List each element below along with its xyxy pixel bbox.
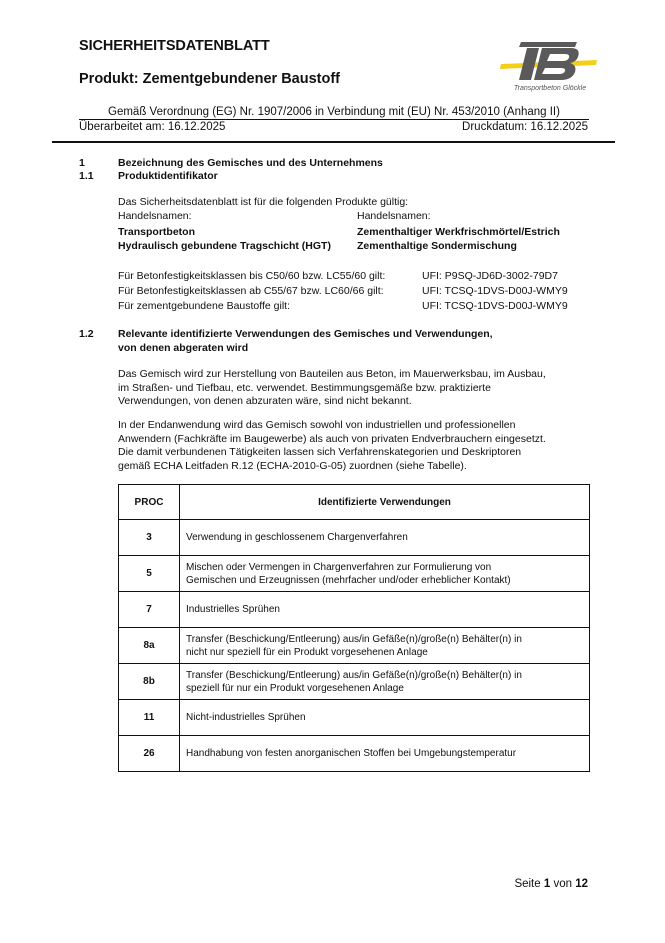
column-header-proc: PROC <box>119 485 180 520</box>
document-type-title: SICHERHEITSDATENBLATT <box>79 38 270 54</box>
text-line: Verwendung in geschlossenem Chargenverfahren <box>186 532 408 543</box>
text-line: gemäß ECHA Leitfaden R.12 (ECHA-2010-G-05) zuordnen (siehe Tabelle). <box>118 459 467 472</box>
text-line: Das Gemisch wird zur Herstellung von Bauteilen aus Beton, im Mauerwerksbau, im Ausbau, <box>118 368 546 380</box>
section-1-2-title-line1: Relevante identifizierte Verwendungen des Gemisches und Verwendungen, <box>118 328 493 340</box>
ufi-label: Für Betonfestigkeitsklassen bis C50/60 bzw. LC55/60 gilt: <box>118 270 386 282</box>
proc-code: 26 <box>119 736 180 772</box>
tb-logo-icon <box>497 38 603 84</box>
table-row <box>119 700 590 736</box>
proc-code: 8b <box>119 664 180 700</box>
text-line: Verwendungen, von denen abzuraten wäre, sind nicht bekannt. <box>118 395 412 407</box>
table-row <box>119 664 590 700</box>
section-1-title: Bezeichnung des Gemisches und des Unternehmens <box>118 157 383 169</box>
table-row <box>119 736 590 772</box>
text-line: Nicht-industrielles Sprühen <box>186 712 306 723</box>
text-line: Transfer (Beschickung/Entleerung) aus/in Gefäße(n)/große(n) Behälter(n) in <box>186 633 522 645</box>
trade-names-label-left: Handelsnamen: <box>118 210 192 222</box>
text-line: In der Endanwendung wird das Gemisch sowohl von industriellen und professionellen <box>118 419 516 431</box>
proc-description <box>180 556 590 592</box>
product-name: Hydraulisch gebundene Tragschicht (HGT) <box>118 240 331 252</box>
proc-description <box>180 736 590 772</box>
proc-table <box>118 484 590 772</box>
proc-code: 8a <box>119 628 180 664</box>
current-page: 1 <box>543 878 551 890</box>
header-divider <box>52 141 615 143</box>
page-number <box>514 878 588 890</box>
ufi-label: Für zementgebundene Baustoffe gilt: <box>118 300 291 312</box>
table-row <box>119 592 590 628</box>
proc-description <box>180 664 590 700</box>
product-name: Zementhaltiger Werkfrischmörtel/Estrich <box>357 226 560 238</box>
text-line: Handhabung von festen anorganischen Stoffen bei Umgebungstemperatur <box>186 748 517 759</box>
print-date: Druckdatum: 16.12.2025 <box>462 121 588 133</box>
ufi-label: Für Betonfestigkeitsklassen ab C55/67 bzw. LC60/66 gilt: <box>118 285 384 297</box>
products-intro: Das Sicherheitsdatenblatt ist für die folgenden Produkte gültig: <box>118 196 409 208</box>
section-1-2-title-line2: von denen abgeraten wird <box>118 342 249 354</box>
page-separator: von <box>550 878 576 890</box>
company-logo <box>497 38 603 98</box>
section-1-1-number: 1.1 <box>79 170 94 182</box>
text-line: Die damit verbundenen Tätigkeiten lassen sich Verfahrenskategorien und Deskriptoren <box>118 446 522 458</box>
logo-caption: Transportbeton Glöckle <box>513 85 587 92</box>
revised-date: Überarbeitet am: 16.12.2025 <box>79 121 226 133</box>
total-pages: 12 <box>575 878 588 890</box>
proc-code: 3 <box>119 520 180 556</box>
proc-code: 5 <box>119 556 180 592</box>
page-prefix: Seite <box>514 878 544 890</box>
usage-paragraph-2 <box>118 419 546 473</box>
usage-paragraph-1 <box>118 368 546 409</box>
regulation-line: Gemäß Verordnung (EG) Nr. 1907/2006 in Verbindung mit (EU) Nr. 453/2010 (Anhang II) <box>79 106 589 120</box>
text-line: im Straßen- und Tiefbau, etc. verwendet. Bestimmungsgemäße bzw. praktizierte <box>118 381 491 394</box>
text-line: Mischen oder Vermengen in Chargenverfahren zur Formulierung von <box>186 561 492 573</box>
table-row <box>119 628 590 664</box>
text-line: Anwendern (Fachkräfte im Baugewerbe) als auch von privaten Endverbrauchern eingesetzt. <box>118 432 546 445</box>
section-1-1-title: Produktidentifikator <box>118 170 218 182</box>
table-row <box>119 520 590 556</box>
product-title: Produkt: Zementgebundener Baustoff <box>79 71 341 87</box>
product-name: Transportbeton <box>118 226 196 238</box>
ufi-value: UFI: TCSQ-1DVS-D00J-WMY9 <box>422 300 568 312</box>
proc-code: 7 <box>119 592 180 628</box>
ufi-value: UFI: TCSQ-1DVS-D00J-WMY9 <box>422 285 568 297</box>
proc-code: 11 <box>119 700 180 736</box>
section-1-number: 1 <box>79 157 85 169</box>
text-line: Gemischen und Erzeugnissen (mehrfacher und/oder erheblicher Kontakt) <box>186 574 511 586</box>
table-row <box>119 556 590 592</box>
ufi-value: UFI: P9SQ-JD6D-3002-79D7 <box>422 270 558 282</box>
proc-description <box>180 628 590 664</box>
proc-description <box>180 592 590 628</box>
proc-description <box>180 520 590 556</box>
column-header-uses: Identifizierte Verwendungen <box>180 485 590 520</box>
proc-description <box>180 700 590 736</box>
text-line: Transfer (Beschickung/Entleerung) aus/in Gefäße(n)/große(n) Behälter(n) in <box>186 669 522 681</box>
text-line: Industrielles Sprühen <box>186 604 280 615</box>
trade-names-label-right: Handelsnamen: <box>357 210 431 222</box>
section-1-2-number: 1.2 <box>79 328 94 340</box>
text-line: nicht nur speziell für ein Produkt vorgesehenen Anlage <box>186 646 428 658</box>
table-header-row <box>119 485 590 520</box>
product-name: Zementhaltige Sondermischung <box>357 240 517 252</box>
text-line: speziell für nur ein Produkt vorgesehenen Anlage <box>186 682 404 694</box>
